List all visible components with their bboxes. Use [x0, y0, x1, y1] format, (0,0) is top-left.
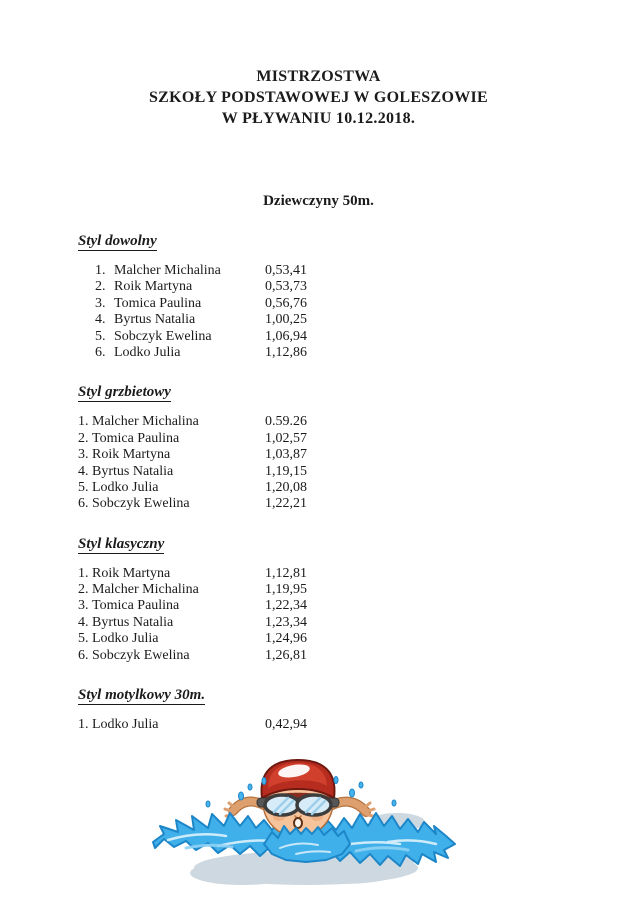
swimmer-name: Malcher Michalina: [92, 414, 199, 430]
result-time: 1,12,86: [265, 344, 307, 360]
swimmer-name: Lodko Julia: [114, 344, 181, 360]
result-place: 2.: [78, 582, 89, 598]
swimmer-name: Roik Martyna: [114, 279, 193, 295]
result-time: 1,22,34: [265, 598, 307, 614]
title-line: MISTRZOSTWA: [256, 68, 381, 85]
swimmer-name: Malcher Michalina: [114, 263, 221, 278]
result-row: [78, 496, 498, 512]
swimmer-name: Sobczyk Ewelina: [114, 328, 212, 344]
swimmer-name: Byrtus Natalia: [114, 312, 196, 328]
result-place: 6.: [78, 496, 89, 512]
result-place: 3.: [95, 295, 106, 311]
event-section: [78, 685, 637, 733]
swimmer-name: Roik Martyna: [92, 447, 171, 463]
swimmer-name: Sobczyk Ewelina: [92, 496, 190, 512]
section-heading: [78, 382, 637, 402]
result-row: [78, 480, 498, 496]
result-place: 1.: [78, 717, 89, 733]
result-time: 1,20,08: [265, 479, 307, 495]
result-place: 3.: [78, 447, 89, 463]
result-place: 5.: [95, 328, 106, 344]
section-heading-text: Styl klasyczny: [78, 535, 165, 552]
swimmer-name: Tomica Paulina: [92, 598, 180, 614]
section-heading: [78, 534, 637, 554]
result-row: [78, 345, 498, 361]
swimmer-name: Tomica Paulina: [92, 430, 180, 446]
result-time: 1,22,21: [265, 496, 307, 512]
result-place: 2.: [78, 430, 89, 446]
page-title: [0, 0, 637, 129]
swimmer-name: Lodko Julia: [92, 479, 159, 495]
result-time: 0.59.26: [265, 414, 307, 430]
result-row: [78, 414, 498, 430]
result-row: [78, 631, 498, 647]
swimmer-name: Lodko Julia: [92, 631, 159, 647]
result-place: 4.: [95, 312, 106, 328]
result-row: [78, 263, 498, 279]
result-row: [78, 566, 498, 582]
swimmer-name: Tomica Paulina: [114, 295, 202, 311]
section-heading-text: Styl motylkowy 30m.: [78, 687, 206, 704]
section-heading-text: Styl grzbietowy: [78, 384, 171, 401]
result-time: 0,42,94: [265, 717, 307, 733]
swimmer-name: Malcher Michalina: [92, 582, 199, 598]
result-row: [78, 447, 498, 463]
result-time: 1,00,25: [265, 312, 307, 328]
section-heading: [78, 231, 637, 251]
results-list: [78, 263, 498, 361]
event-section: [78, 534, 637, 664]
result-place: 1.: [78, 565, 89, 581]
swimmer-clipart: [146, 756, 462, 896]
result-place: 5.: [78, 479, 89, 495]
result-row: [78, 431, 498, 447]
result-row: [78, 598, 498, 614]
result-time: 1,19,95: [265, 582, 307, 598]
result-row: [78, 464, 498, 480]
result-time: 1,23,34: [265, 614, 307, 630]
result-time: 0,56,76: [265, 295, 307, 311]
result-place: 3.: [78, 598, 89, 614]
result-place: 6.: [95, 344, 106, 360]
swimmer-name: Roik Martyna: [92, 565, 171, 581]
section-heading-text: Styl dowolny: [78, 233, 157, 249]
result-place: 4.: [78, 614, 89, 630]
event-section: [78, 382, 637, 512]
result-row: [78, 582, 498, 598]
results-sections: [0, 231, 637, 733]
result-row: [78, 329, 498, 345]
result-place: 1.: [95, 263, 106, 278]
result-row: [78, 279, 498, 295]
result-place: 1.: [78, 414, 89, 430]
results-list: [78, 414, 498, 512]
result-place: 4.: [78, 463, 89, 479]
result-time: 1,03,87: [265, 447, 307, 463]
title-line: W PŁYWANIU 10.12.2018.: [221, 110, 416, 127]
result-time: 0,53,41: [265, 263, 307, 278]
event-subtitle: Dziewczyny 50m.: [263, 193, 374, 209]
results-list: [78, 717, 498, 733]
mouth: [294, 818, 302, 828]
result-place: 5.: [78, 631, 89, 647]
result-time: 1,19,15: [265, 463, 307, 479]
result-time: 1,12,81: [265, 565, 307, 581]
result-time: 1,24,96: [265, 631, 307, 647]
swimmer-name: Byrtus Natalia: [92, 614, 174, 630]
result-row: [78, 312, 498, 328]
swimmer-name: Sobczyk Ewelina: [92, 647, 190, 663]
results-list: [78, 566, 498, 664]
event-section: [78, 231, 637, 361]
result-row: [78, 648, 498, 664]
result-time: 1,26,81: [265, 647, 307, 663]
section-heading: [78, 685, 637, 705]
result-row: [78, 296, 498, 312]
result-row: [78, 717, 498, 733]
result-place: 2.: [95, 279, 106, 295]
swimmer-name: Lodko Julia: [92, 717, 159, 733]
result-time: 0,53,73: [265, 279, 307, 295]
result-place: 6.: [78, 647, 89, 663]
result-time: 1,06,94: [265, 328, 307, 344]
result-row: [78, 615, 498, 631]
swimmer-name: Byrtus Natalia: [92, 463, 174, 479]
title-line: SZKOŁY PODSTAWOWEJ W GOLESZOWIE: [148, 89, 489, 106]
result-time: 1,02,57: [265, 430, 307, 446]
